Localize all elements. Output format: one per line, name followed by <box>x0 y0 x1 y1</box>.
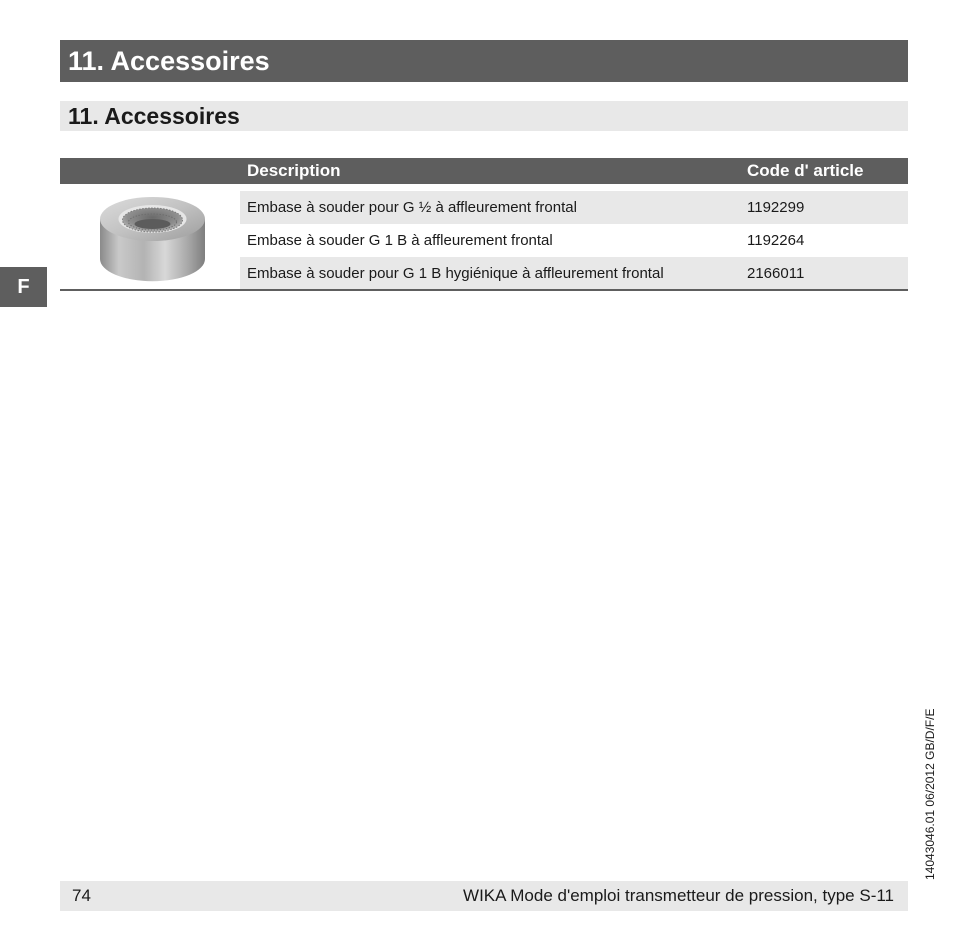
section-title-bar <box>60 101 908 131</box>
table-row <box>240 224 908 257</box>
page-number: 74 <box>72 886 91 905</box>
header-code: Code d' article <box>747 161 864 180</box>
row-description: Embase à souder pour G 1 B hygiénique à affleurement frontal <box>247 265 664 282</box>
weld-socket-image <box>95 193 210 285</box>
language-tab-label: F <box>17 276 30 298</box>
chapter-title-bar <box>60 40 908 82</box>
page-footer <box>60 881 908 911</box>
row-description: Embase à souder G 1 B à affleurement frontal <box>247 232 553 249</box>
row-code: 1192299 <box>747 199 805 216</box>
accessories-table-header <box>60 158 908 184</box>
footer-title: WIKA Mode d'emploi transmetteur de pression, type S-11 <box>463 886 894 905</box>
row-code: 1192264 <box>747 232 805 249</box>
table-row <box>240 257 908 290</box>
language-tab <box>0 267 47 307</box>
section-title: 11. Accessoires <box>68 103 240 129</box>
document-code: 14043046.01 06/2012 GB/D/F/E <box>923 708 937 880</box>
row-code: 2166011 <box>747 265 805 282</box>
weld-socket-icon <box>95 193 210 285</box>
header-description: Description <box>247 161 341 180</box>
chapter-title: 11. Accessoires <box>68 46 270 76</box>
table-bottom-rule <box>60 289 908 291</box>
row-description: Embase à souder pour G ½ à affleurement frontal <box>247 199 577 216</box>
table-row <box>240 191 908 224</box>
